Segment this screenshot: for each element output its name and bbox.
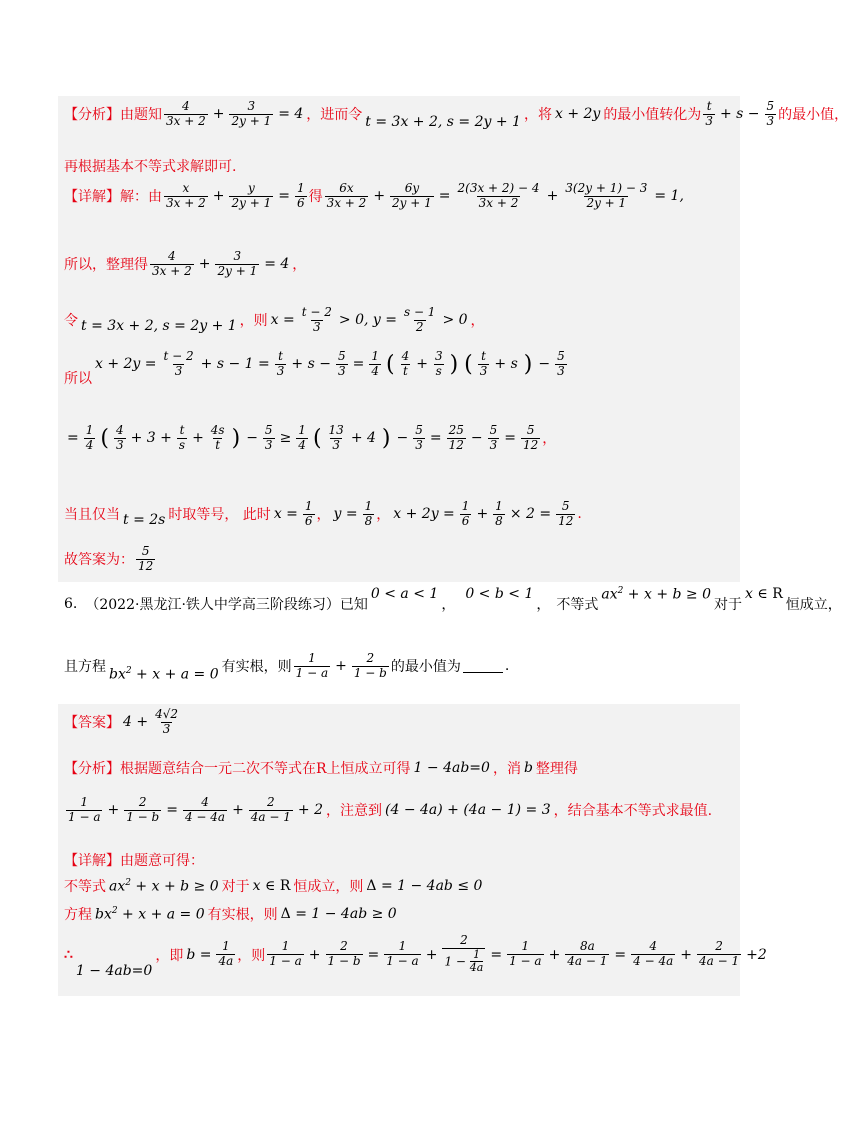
analysis-line-1: 【分析】 由题知 $\frac{4}{3x + 2}$ + $\frac{3}{2y + 1}$ = 4 ，进而令 t = 3x + 2, s = 2y + 1 ，将 x + 2y 的最小值转化为 $\frac{t}{3}$ + s − $\frac{5}{3}$ 的最小值， (64, 99, 848, 131)
so-line: 所以，整理得 $\frac{4}{3x + 2}$ + $\frac{3}{2y + 1}$ = 4 ， (64, 249, 307, 278)
question-6-line-1: 6. （2022·黑龙江·铁人中学高三阶段练习）已知 0 < a < 1 ， 0 < b < 1 ， 不等式 $ax^2 + x + b \ge 0$ 对于 x ∈ R 恒成立， (64, 585, 842, 613)
let-line: 令 t = 3x + 2, s = 2y + 1 ，则 x = $\frac{t - 2}{3}$ > 0, y = $\frac{s - 1}{2}$ > 0 ， (64, 305, 485, 335)
question-number: 6. (64, 596, 78, 612)
equality-line: 当且仅当 t = 2s 时取等号， 此时 x = $\frac{1}{6}$ ， y = $\frac{1}{8}$ ， x + 2y = $\frac{1}{6}$ + $\frac{1}{8}$ × 2 = $\frac{5}{12}$ . (64, 499, 582, 529)
analysis-line-2: 再根据基本不等式求解即可. (64, 159, 237, 175)
conclusion-line: ∴ 1 − 4ab=0 ，即 b = $\frac{1}{4a}$ ，则 $\frac{1}{1 - a}$ + $\frac{2}{1 - b}$ = $\frac{1}{1 - a}$ + 2 1 − $\frac{1}{4a}$ = $\frac{1}{1 - a}$ + $\frac{8a}{4a - 1}$ = $\frac{4}{4 - 4a}$ + $\frac{2}{4a - 1}$ +2 (64, 933, 767, 979)
therefore-line: 所以 x + 2y = $\frac{t - 2}{3}$ + s − 1 = $\frac{t}{3}$ + s − $\frac{5}{3}$ = $\frac{1}{4}$ ( $\frac{4}{t}$ + $\frac{3}{s}$ ) ( $\frac{t}{3}$ + s ) − $\frac{5}{3}$ (64, 349, 565, 388)
analysis-line-3: 【分析】 根据题意结合一元二次不等式在R上恒成立可得 1 − 4ab=0 ，消 b 整理得 (64, 760, 578, 777)
question-6-line-2: 且方程 $bx^2 + x + a = 0$ 有实根，则 $\frac{1}{1 - a}$ + $\frac{2}{1 - b}$ 的最小值为 . (64, 651, 510, 683)
detail-line-2: 【详解】 由题意可得： (64, 853, 204, 869)
equation-condition-line: 方程 $bx^2 + x + a = 0$ 有实根，则 Δ = 1 − 4ab ≥ 0 (64, 905, 397, 923)
analysis-tag: 【分析】 (64, 107, 120, 124)
detail-tag: 【详解】 (64, 189, 120, 206)
analysis-line-4: $\frac{1}{1 - a}$ + $\frac{2}{1 - b}$ = $\frac{4}{4 - 4a}$ + $\frac{2}{4a - 1}$ + 2 ，注意到 (4 − 4a) + (4a − 1) = 3 ，结合基本不等式求最值. (68, 795, 713, 824)
answer-tag: 【答案】 (64, 715, 120, 732)
answer-line-1: 故答案为： $\frac{5}{12}$ (64, 544, 154, 573)
inequality-condition-line: 不等式 $ax^2 + x + b \ge 0$ 对于 x ∈ R 恒成立，则 Δ = 1 − 4ab ≤ 0 (64, 877, 483, 895)
answer-line-2: 【答案】 4 + $\frac{4√2}{3}$ (64, 707, 179, 736)
answer-blank (463, 660, 503, 673)
inequality-line: = $\frac{1}{4}$ ( $\frac{4}{3}$ + 3 + $\frac{t}{s}$ + $\frac{4s}{t}$ ) − $\frac{5}{3}$ ≥ $\frac{1}{4}$ ( $\frac{13}{3}$ + 4 ) − $\frac{5}{3}$ = $\frac{25}{12}$ − $\frac{5}{3}$ = $\frac{5}{12}$ ， (67, 423, 557, 452)
detail-line-1: 【详解】 解：由 $\frac{x}{3x + 2}$ + $\frac{y}{2y + 1}$ = $\frac{1}{6}$ 得 $\frac{6x}{3x + 2}$ + $\frac{6y}{2y + 1}$ = $\frac{2(3x + 2) - 4}{3x + 2}$ + $\frac{3(2y + 1) - 3}{2y + 1}$ = 1, (64, 181, 684, 210)
